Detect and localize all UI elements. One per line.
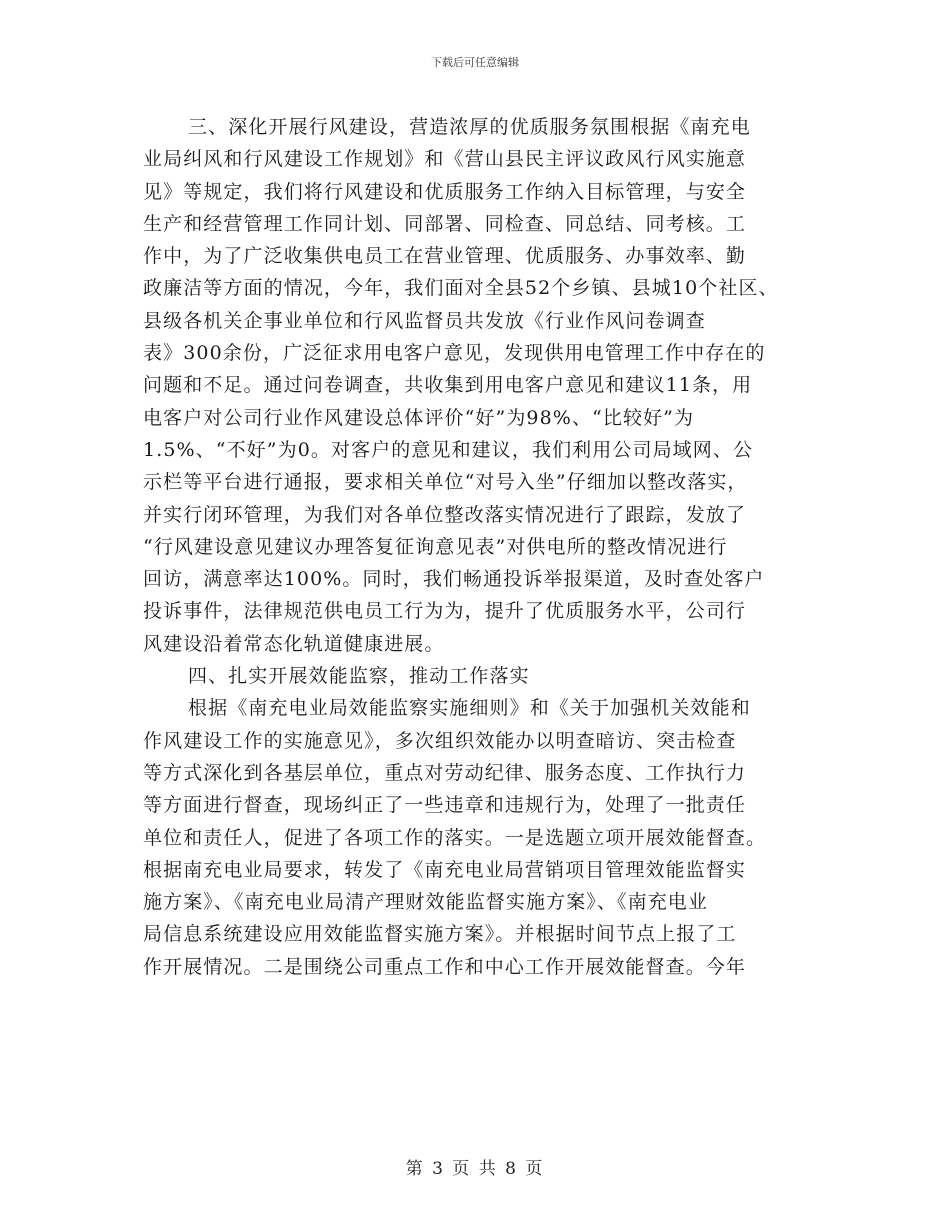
text-line: 示栏等平台进行通报，要求相关单位“对号入坐”仔细加以整改落实， (143, 471, 748, 494)
text-line: 表》300余份，广泛征求用电客户意见，发现供用电管理工作中存在的 (143, 342, 766, 365)
text-line: 单位和责任人，促进了各项工作的落实。一是选题立项开展效能督查。 (143, 826, 767, 849)
text-line: 根据《南充电业局效能监察实施细则》和《关于加强机关效能和 (188, 697, 751, 720)
text-line: 见》等规定，我们将行风建设和优质服务工作纳入目标管理，与安全 (143, 180, 747, 203)
text-line: 问题和不足。通过问卷调查，共收集到用电客户意见和建议11条，用 (143, 374, 753, 397)
text-line: 作开展情况。二是围绕公司重点工作和中心工作开展效能督查。今年 (143, 955, 747, 978)
text-line: 作中，为了广泛收集供电员工在营业管理、优质服务、办事效率、勤 (143, 245, 747, 268)
page-number: 第 3 页 共 8 页 (405, 1159, 545, 1179)
text-line: 等方面进行督查，现场纠正了一些违章和违规行为，处理了一批责任 (143, 794, 747, 817)
text-line: 业局纠风和行风建设工作规划》和《营山县民主评议政风行风实施意 (143, 148, 747, 171)
text-line: 回访，满意率达100%。同时，我们畅通投诉举报渠道，及时查处客户 (143, 568, 765, 591)
text-line: 作风建设工作的实施意见》，多次组织效能办以明查暗访、突击检查 (143, 729, 737, 752)
text-line: 电客户对公司行业作风建设总体评价“好”为98%、“比较好”为 (143, 406, 695, 429)
text-line: 等方式深化到各基层单位，重点对劳动纪律、服务态度、工作执行力 (143, 761, 747, 784)
text-line: 施方案》、《南充电业局清产理财效能监督实施方案》、《南充电业 (143, 891, 709, 914)
text-line: 投诉事件，法律规范供电员工行为为，提升了优质服务水平，公司行 (143, 600, 747, 623)
header-note: 下载后可任意编辑 (431, 56, 519, 69)
text-line: 县级各机关企事业单位和行风监督员共发放《行业作风问卷调查 (143, 309, 706, 332)
text-line: 根据南充电业局要求，转发了《南充电业局营销项目管理效能监督实 (143, 858, 747, 881)
text-line: 风建设沿着常态化轨道健康进展。 (143, 632, 445, 655)
document-body (143, 111, 833, 983)
text-line: 政廉洁等方面的情况，今年，我们面对全县52个乡镇、县城10个社区、 (143, 277, 779, 300)
text-line: 生产和经营管理工作同计划、同部署、同检查、同总结、同考核。工 (143, 212, 747, 235)
text-line: 并实行闭环管理，为我们对各单位整改落实情况进行了跟踪，发放了 (143, 503, 747, 526)
text-line: 三、深化开展行风建设，营造浓厚的优质服务氛围根据《南充电 (188, 116, 751, 138)
text-line: “行风建设意见建议办理答复征询意见表”对供电所的整改情况进行 (143, 535, 728, 558)
section-heading: 四、扎实开展效能监察，推动工作落实 (188, 665, 530, 688)
text-line: 局信息系统建设应用效能监督实施方案》。并根据时间节点上报了工 (143, 923, 737, 946)
text-line: 1.5%、“不好”为0。对客户的意见和建议，我们利用公司局域网、公 (143, 438, 754, 461)
